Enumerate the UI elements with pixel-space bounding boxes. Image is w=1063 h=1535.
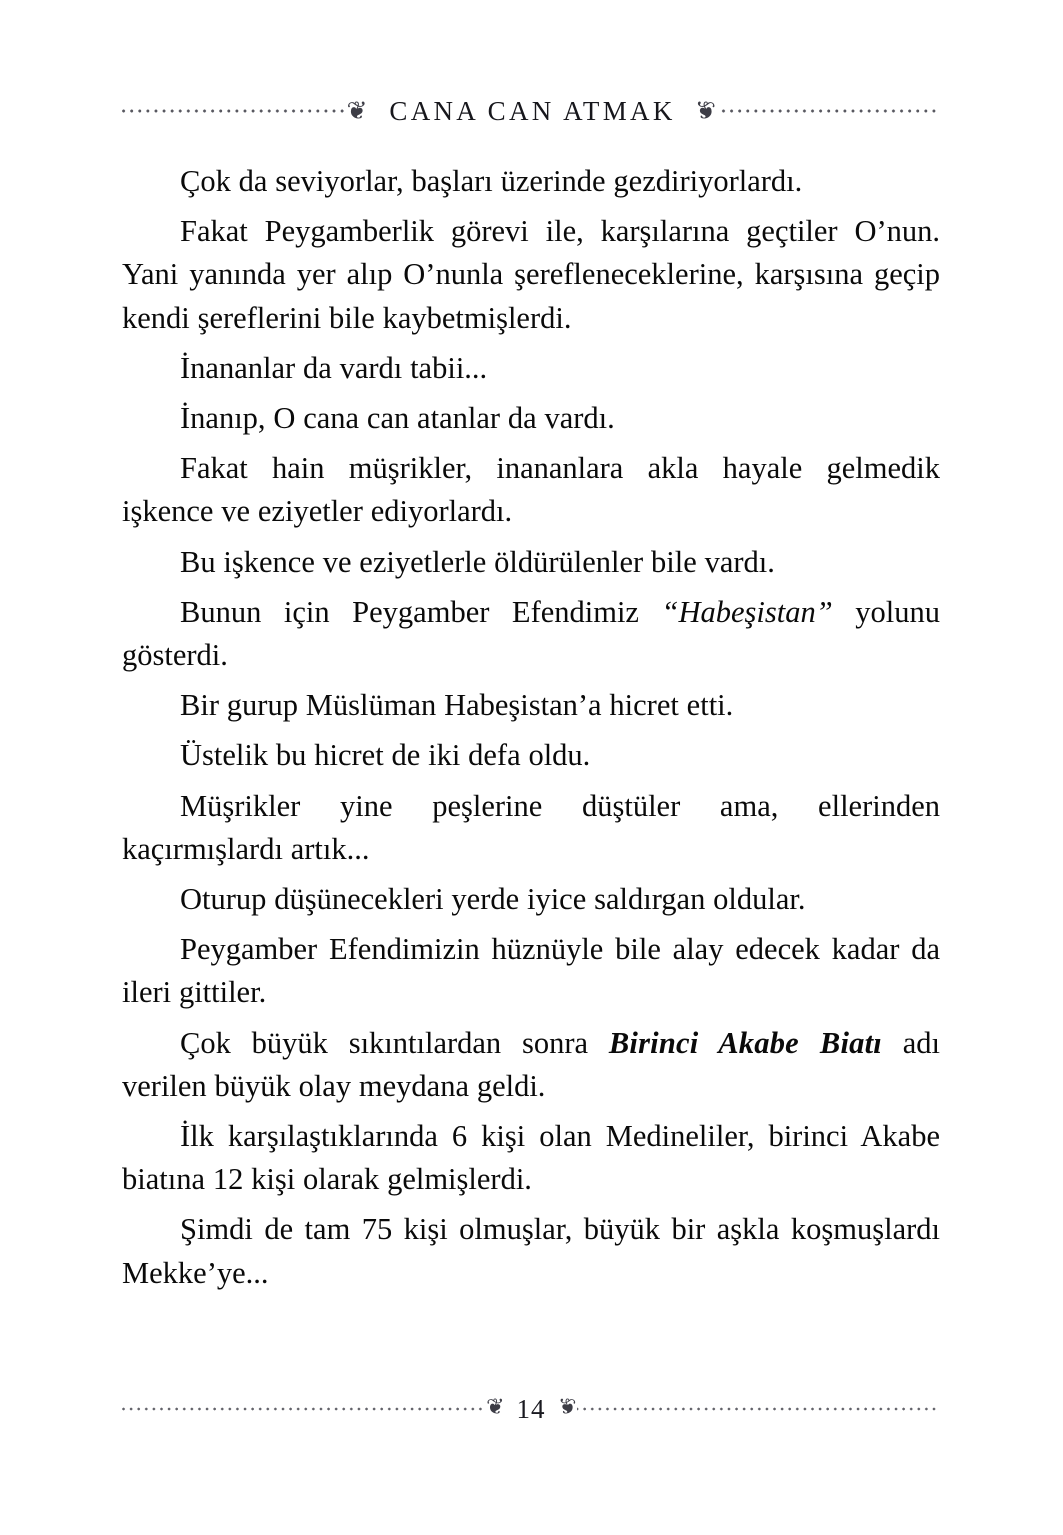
text-run: yolunu gösterdi. xyxy=(122,594,940,673)
text-run: adı verilen büyük olay meydana geldi. xyxy=(122,1025,940,1103)
emphasis-italic: “Habeşistan” xyxy=(661,594,833,629)
paragraph xyxy=(122,1208,940,1294)
paragraph xyxy=(122,878,940,921)
text-run: Bunun için Peygamber Efendimiz xyxy=(180,594,662,629)
paragraph xyxy=(122,684,940,727)
page-footer xyxy=(122,1392,940,1426)
dotted-rule-left xyxy=(122,105,344,117)
paragraph xyxy=(122,447,940,533)
paragraph xyxy=(122,210,940,340)
paragraph xyxy=(122,160,940,203)
fleuron-ornament-left-icon: ❦ xyxy=(346,95,368,125)
page-body xyxy=(122,160,940,1295)
running-head-title: CANA CAN ATMAK xyxy=(389,95,676,126)
text-run: Fakat Peygamberlik görevi ile, karşılarına geçtiler O’nun. Yani yanında yer alıp O’nunla şerefleneceklerine, karşısına geçip kendi şereflerini bile kaybetmişlerdi. xyxy=(122,214,940,335)
paragraph xyxy=(122,785,940,871)
paragraph xyxy=(122,928,940,1014)
paragraph xyxy=(122,1022,940,1108)
text-run: Fakat hain müşrikler, inananlara akla hayale gelmedik işkence ve eziyetler ediyorlardı. xyxy=(122,451,940,529)
text-run: Peygamber Efendimizin hüznüyle bile alay edecek kadar da ileri gittiler. xyxy=(122,932,940,1010)
dotted-rule-right xyxy=(718,105,940,117)
text-run: Çok büyük sıkıntılardan sonra xyxy=(180,1025,609,1060)
emphasis-bold-italic: Birinci Akabe Biatı xyxy=(608,1025,882,1060)
footer-fleuron-ornament-right-icon: ❦ xyxy=(557,1395,576,1420)
footer-dotted-rule-left xyxy=(122,1404,485,1414)
text-run: İlk karşılaştıklarında 6 kişi olan Medineliler, birinci Akabe biatına 12 kişi olarak gelmişlerdi. xyxy=(122,1119,940,1197)
text-run: Şimdi de tam 75 kişi olmuşlar, büyük bir aşkla koşmuşlardı Mekke’ye... xyxy=(122,1212,940,1290)
paragraph xyxy=(122,541,940,584)
text-run: Çok da seviyorlar, başları üzerinde gezdiriyorlardı. xyxy=(180,164,803,198)
text-run: İnanıp, O cana can atanlar da vardı. xyxy=(180,401,615,436)
paragraph xyxy=(122,734,940,777)
text-run: Oturup düşünecekleri yerde iyice saldırgan oldular. xyxy=(180,882,806,917)
fleuron-ornament-right-icon: ❦ xyxy=(694,95,716,125)
text-run: Üstelik bu hicret de iki defa oldu. xyxy=(180,738,591,773)
paragraph xyxy=(122,591,940,677)
footer-fleuron-ornament-left-icon: ❦ xyxy=(486,1395,505,1420)
text-run: Bu işkence ve eziyetlerle öldürülenler bile vardı. xyxy=(180,544,775,579)
running-head xyxy=(122,94,940,128)
text-run: İnananlar da vardı tabii... xyxy=(180,350,488,385)
paragraph xyxy=(122,397,940,440)
footer-dotted-rule-right xyxy=(577,1404,940,1414)
page-number: 14 xyxy=(516,1393,546,1424)
paragraph xyxy=(122,1115,940,1201)
text-run: Müşrikler yine peşlerine düştüler ama, ellerinden kaçırmışlardı artık... xyxy=(122,788,940,866)
paragraph xyxy=(122,347,940,390)
text-run: Bir gurup Müslüman Habeşistan’a hicret etti. xyxy=(180,688,734,723)
